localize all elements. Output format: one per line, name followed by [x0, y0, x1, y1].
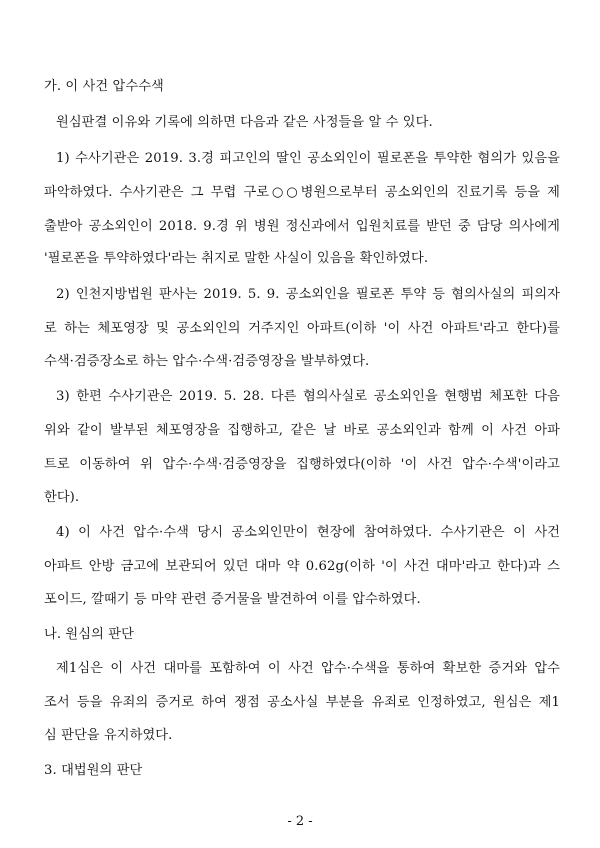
paragraph-line: '필로폰을 투약하였다'라는 취지로 말한 사실이 있음을 확인하였다.: [44, 251, 429, 266]
paragraph-line: 위와 같이 발부된 체포영장을 집행하고, 같은 날 바로 공소외인과 함께 이 사건 아파: [44, 423, 560, 438]
paragraph-line: 한다).: [44, 490, 80, 505]
paragraph-line: 제1심은 이 사건 대마를 포함하여 이 사건 압수·수색을 통하여 확보한 증거와 압수: [56, 661, 560, 676]
paragraph-line: 수색·검증장소로 하는 압수·수색·검증영장을 발부하였다.: [44, 354, 370, 369]
paragraph-line: 3) 한편 수사기관은 2019. 5. 28. 다른 혐의사실로 공소외인을 현행범 체포한 다음: [56, 389, 560, 404]
paragraph-line: 파악하였다. 수사기관은 그 무렵 구로○○병원으로부터 공소외인의 진료기록 등을 제: [44, 185, 560, 200]
page-number: - 2 -: [287, 814, 313, 829]
section-heading-na: 나. 원심의 판단: [44, 627, 134, 642]
paragraph-line: 출받아 공소외인이 2018. 9.경 위 병원 정신과에서 입원치료를 받던 중 담당 의사에게: [44, 219, 560, 234]
section-heading-3: 3. 대법원의 판단: [44, 763, 143, 778]
section-heading-ga: 가. 이 사건 압수수색: [44, 79, 164, 94]
paragraph-line: 조서 등을 유죄의 증거로 하여 쟁점 공소사실 부분을 유죄로 인정하였고, 원심은 제1: [44, 695, 560, 710]
paragraph-line: 2) 인천지방법원 판사는 2019. 5. 9. 공소외인을 필로폰 투약 등 혐의사실의 피의자: [56, 287, 560, 302]
paragraph-line: 트로 이동하여 위 압수·수색·검증영장을 집행하였다(이하 '이 사건 압수·수색'이라고: [44, 457, 560, 472]
paragraph-line: 심 판단을 유지하였다.: [44, 728, 173, 743]
paragraph-line: 1) 수사기관은 2019. 3.경 피고인의 딸인 공소외인이 필로폰을 투약한 혐의가 있음을: [56, 151, 560, 166]
paragraph-line: 로 하는 체포영장 및 공소외인의 거주지인 아파트(이하 '이 사건 아파트'라고 한다)를: [44, 321, 560, 336]
paragraph-line: 아파트 안방 금고에 보관되어 있던 대마 약 0.62g(이하 '이 사건 대마'라고 한다)과 스: [44, 559, 560, 574]
paragraph-intro: 원심판결 이유와 기록에 의하면 다음과 같은 사정들을 알 수 있다.: [56, 115, 433, 130]
paragraph-line: 포이드, 깔때기 등 마약 관련 증거물을 발견하여 이를 압수하였다.: [44, 592, 421, 607]
paragraph-line: 4) 이 사건 압수·수색 당시 공소외인만이 현장에 참여하였다. 수사기관은 이 사건: [56, 525, 560, 540]
